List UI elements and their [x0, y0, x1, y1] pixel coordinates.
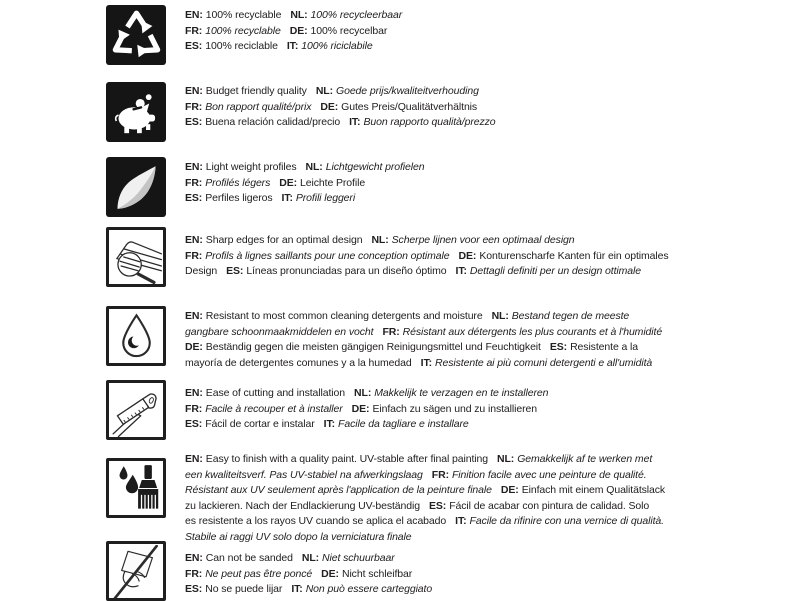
feature-text-value: Lichtgewicht profielen: [325, 161, 425, 173]
feature-text-value: Fácil de cortar e instalar: [205, 418, 315, 430]
language-label: NL:: [290, 9, 308, 21]
text-line: [185, 264, 730, 280]
feature-text-value: Buon rapporto qualità/prezzo: [363, 116, 496, 128]
language-segment: [185, 265, 217, 277]
text-line: [185, 356, 730, 372]
language-segment: [185, 583, 282, 595]
language-segment: [185, 453, 488, 465]
language-label: EN:: [185, 310, 203, 322]
feature-text-value: 100% recyclable: [205, 24, 281, 37]
language-segment: [185, 387, 345, 399]
language-label: EN:: [185, 161, 203, 173]
feature-text-value: Niet schuurbaar: [322, 552, 395, 564]
language-label: DE:: [320, 100, 339, 113]
feature-text: [185, 551, 730, 598]
feature-text-value: Ease of cutting and installation: [205, 387, 346, 399]
language-segment: [349, 116, 495, 128]
language-segment: [185, 310, 483, 322]
language-label: ES:: [185, 192, 203, 204]
icon-box: [106, 380, 166, 440]
language-label: DE:: [289, 24, 308, 37]
language-segment: [185, 515, 446, 527]
language-label: EN:: [185, 9, 203, 21]
language-label: ES:: [185, 583, 203, 595]
text-line: [185, 233, 730, 249]
text-line: [185, 582, 730, 598]
language-segment: [497, 453, 652, 465]
language-label: ES:: [549, 341, 568, 353]
feature-text-value: Einfach zu sägen und zu installieren: [372, 402, 537, 415]
language-label: IT:: [420, 356, 433, 369]
language-label: NL:: [491, 310, 509, 322]
feature-text-value: Design: [185, 265, 218, 277]
feature-text-value: Einfach mit einem Qualitätslack: [521, 484, 666, 496]
language-segment: [185, 250, 450, 262]
language-label: FR:: [185, 100, 203, 113]
language-segment: [352, 403, 537, 415]
feature-text-value: Perfiles ligeros: [205, 192, 273, 204]
language-segment: [291, 583, 432, 595]
feature-text-value: Stabile ai raggi UV solo dopo la verniciatura finale: [185, 530, 412, 543]
language-segment: [290, 25, 388, 37]
language-label: ES:: [429, 499, 447, 512]
text-line: [185, 551, 730, 567]
paint-drops-brush-icon: [110, 462, 163, 515]
language-segment: [185, 568, 312, 580]
feature-text-value: No se puede lijar: [205, 583, 283, 595]
feature-text-value: Non può essere carteggiato: [305, 583, 433, 595]
language-label: ES:: [185, 116, 203, 128]
feature-text-value: Facile da rifinire con una vernice di qualità.: [469, 515, 664, 527]
feature-text-value: Bon rapport qualité/prix: [205, 100, 312, 113]
feature-text-value: Finition facile avec une peinture de qualité.: [451, 468, 647, 481]
icon-box: [106, 541, 166, 601]
language-segment: [185, 177, 270, 189]
text-line: [185, 452, 730, 468]
feature-text-value: Goede prijs/kwaliteitverhouding: [336, 85, 479, 97]
feature-text-value: es resistente a los rayos UV cuando se aplica el acabado: [185, 515, 447, 527]
language-label: IT:: [349, 116, 361, 128]
feature-text-value: Facile à recouper et à installer: [205, 402, 343, 415]
text-line: [185, 499, 730, 515]
feature-text-value: Resistente a la: [570, 341, 639, 353]
text-line: [185, 24, 730, 40]
text-line: [185, 468, 730, 484]
language-label: DE:: [185, 341, 203, 353]
text-line: [185, 191, 730, 207]
language-segment: [371, 234, 574, 246]
feature-text-value: 100% reciclable: [205, 40, 278, 52]
feature-text: [185, 386, 730, 433]
language-segment: [432, 469, 647, 481]
recycle-icon: [110, 9, 163, 62]
feature-text-value: Scherpe lijnen voor een optimaal design: [391, 234, 575, 246]
language-segment: [185, 161, 297, 173]
language-segment: [226, 265, 446, 277]
language-label: IT:: [281, 192, 293, 204]
text-line: [185, 514, 730, 530]
language-label: NL:: [354, 387, 372, 399]
language-label: DE:: [351, 402, 370, 415]
feature-text-value: Sharp edges for an optimal design: [205, 234, 363, 246]
language-label: IT:: [291, 583, 303, 595]
text-line: [185, 84, 730, 100]
language-label: NL:: [305, 161, 323, 173]
language-segment: [185, 341, 541, 353]
language-segment: [185, 192, 272, 204]
language-label: NL:: [497, 453, 515, 465]
text-line: [185, 483, 730, 499]
feature-text: [185, 233, 730, 280]
language-label: EN:: [185, 387, 203, 399]
feature-text-value: Líneas pronunciadas para un diseño óptimo: [246, 265, 447, 277]
feature-text-value: Makkelijk te verzagen en te installeren: [374, 387, 549, 399]
language-label: FR:: [185, 249, 203, 262]
language-label: DE:: [321, 567, 339, 580]
language-segment: [185, 418, 315, 430]
language-label: DE:: [458, 249, 477, 262]
text-line: [185, 417, 730, 433]
icon-box: [106, 82, 166, 142]
feature-text: [185, 309, 730, 371]
text-line: [185, 176, 730, 192]
icon-box: [106, 306, 166, 366]
language-segment: [316, 85, 479, 97]
feature-text: [185, 452, 730, 545]
language-segment: [185, 500, 420, 512]
language-label: EN:: [185, 234, 203, 246]
feature-text-value: Ne peut pas être poncé: [205, 567, 313, 580]
language-segment: [302, 552, 395, 564]
language-segment: [459, 250, 669, 262]
language-segment: [455, 515, 664, 527]
feature-text-value: Profils à lignes saillants pour une conception optimale: [205, 249, 450, 262]
icon-box: [106, 458, 166, 518]
feature-text-value: zu lackieren. Nach der Endlackierung UV-beständig: [185, 499, 420, 512]
feature-text-value: een kwaliteitsverf. Pas UV-stabiel na afwerkingslaag: [185, 468, 423, 481]
language-segment: [354, 387, 548, 399]
language-segment: [492, 310, 630, 322]
feature-text-value: 100% riciclabile: [301, 40, 373, 52]
language-segment: [287, 40, 373, 52]
text-line: [185, 160, 730, 176]
feature-text-value: Dettagli definiti per un design ottimale: [469, 265, 642, 277]
language-segment: [185, 326, 373, 338]
sharp-edge-magnifier-icon: [110, 231, 163, 284]
text-line: [185, 115, 730, 131]
language-segment: [429, 500, 649, 512]
text-line: [185, 39, 730, 55]
language-label: DE:: [279, 176, 298, 189]
language-label: FR:: [185, 176, 203, 189]
feature-text-value: Résistant aux détergents les plus courants et à l'humidité: [402, 325, 663, 338]
language-segment: [185, 40, 278, 52]
language-segment: [321, 568, 412, 580]
feature-text-value: Fácil de acabar con pintura de calidad. Solo: [449, 499, 650, 512]
language-segment: [281, 192, 355, 204]
feature-text-value: Buena relación calidad/precio: [205, 116, 341, 128]
language-segment: [456, 265, 641, 277]
saw-cutting-icon: [110, 384, 163, 437]
text-line: [185, 249, 730, 265]
leaf-icon: [110, 161, 163, 214]
language-segment: [550, 341, 638, 353]
language-segment: [501, 484, 665, 496]
language-segment: [306, 161, 425, 173]
feature-text-value: Budget friendly quality: [205, 85, 307, 97]
feature-text-value: Konturenscharfe Kanten für ein optimales: [479, 249, 669, 262]
feature-text: [185, 84, 730, 131]
language-segment: [382, 326, 662, 338]
feature-text-value: gangbare schoonmaakmiddelen en vocht: [185, 325, 374, 338]
no-sanding-icon: [110, 545, 163, 598]
language-segment: [185, 403, 343, 415]
feature-text-value: Beständig gegen die meisten gängigen Reinigungsmittel und Feuchtigkeit: [205, 341, 541, 353]
feature-text-value: 100% recycelbar: [310, 24, 388, 37]
feature-text-value: 100% recycleerbaar: [310, 9, 403, 21]
language-label: ES:: [185, 418, 203, 430]
language-segment: [185, 9, 281, 21]
feature-text-value: Profili leggeri: [295, 192, 356, 204]
feature-text-value: Gemakkelijk af te werken met: [517, 453, 653, 465]
language-segment: [185, 116, 340, 128]
language-label: FR:: [382, 325, 400, 338]
language-segment: [279, 177, 365, 189]
language-segment: [185, 552, 293, 564]
language-label: IT:: [286, 40, 299, 52]
icon-box: [106, 5, 166, 65]
language-label: ES:: [185, 40, 203, 52]
feature-text-value: Résistant aux UV seulement après l'application de la peinture finale: [185, 484, 492, 496]
text-line: [185, 530, 730, 546]
feature-text-value: Light weight profiles: [205, 161, 297, 173]
text-line: [185, 100, 730, 116]
language-label: ES:: [226, 265, 244, 277]
feature-text-value: Nicht schleifbar: [341, 567, 413, 580]
language-label: IT:: [455, 515, 467, 527]
icon-box: [106, 157, 166, 217]
text-line: [185, 340, 730, 356]
text-line: [185, 309, 730, 325]
language-segment: [185, 357, 412, 369]
feature-text-value: Easy to finish with a quality paint. UV-stable after final painting: [205, 453, 489, 465]
language-label: NL:: [315, 85, 334, 97]
language-segment: [185, 469, 423, 481]
language-segment: [324, 418, 469, 430]
language-segment: [185, 531, 412, 543]
feature-text-value: Facile da tagliare e installare: [338, 418, 469, 430]
language-label: FR:: [185, 402, 203, 415]
feature-text-value: 100% recyclable: [205, 9, 282, 21]
language-label: DE:: [500, 484, 519, 496]
language-label: IT:: [323, 418, 336, 430]
text-line: [185, 8, 730, 24]
language-label: FR:: [185, 24, 203, 37]
feature-text-value: mayoría de detergentes comunes y a la humedad: [185, 356, 412, 369]
language-segment: [320, 101, 477, 113]
feature-text-value: Profilés légers: [205, 176, 271, 189]
language-segment: [185, 25, 281, 37]
piggy-bank-icon: [110, 86, 163, 139]
language-label: NL:: [371, 234, 389, 246]
text-line: [185, 386, 730, 402]
water-drop-icon: [110, 310, 163, 363]
text-line: [185, 325, 730, 341]
language-segment: [185, 85, 307, 97]
language-label: FR:: [185, 567, 203, 580]
feature-text-value: Can not be sanded: [205, 552, 293, 564]
language-segment: [185, 234, 362, 246]
feature-text-value: Resistente ai più comuni detergenti e all'umidità: [435, 356, 653, 369]
language-label: NL:: [301, 552, 320, 564]
language-label: EN:: [185, 552, 203, 564]
language-label: FR:: [431, 468, 449, 481]
language-label: EN:: [185, 85, 203, 97]
text-line: [185, 567, 730, 583]
feature-text: [185, 8, 730, 55]
language-segment: [421, 357, 653, 369]
feature-text-value: Leichte Profile: [300, 176, 366, 189]
feature-text-value: Bestand tegen de meeste: [511, 310, 630, 322]
feature-text-value: Gutes Preis/Qualitätverhältnis: [341, 100, 478, 113]
language-label: IT:: [455, 265, 467, 277]
language-segment: [185, 484, 492, 496]
language-segment: [290, 9, 402, 21]
text-line: [185, 402, 730, 418]
language-segment: [185, 101, 311, 113]
feature-text: [185, 160, 730, 207]
language-label: EN:: [185, 453, 203, 465]
feature-text-value: Resistant to most common cleaning detergents and moisture: [205, 310, 483, 322]
icon-box: [106, 227, 166, 287]
